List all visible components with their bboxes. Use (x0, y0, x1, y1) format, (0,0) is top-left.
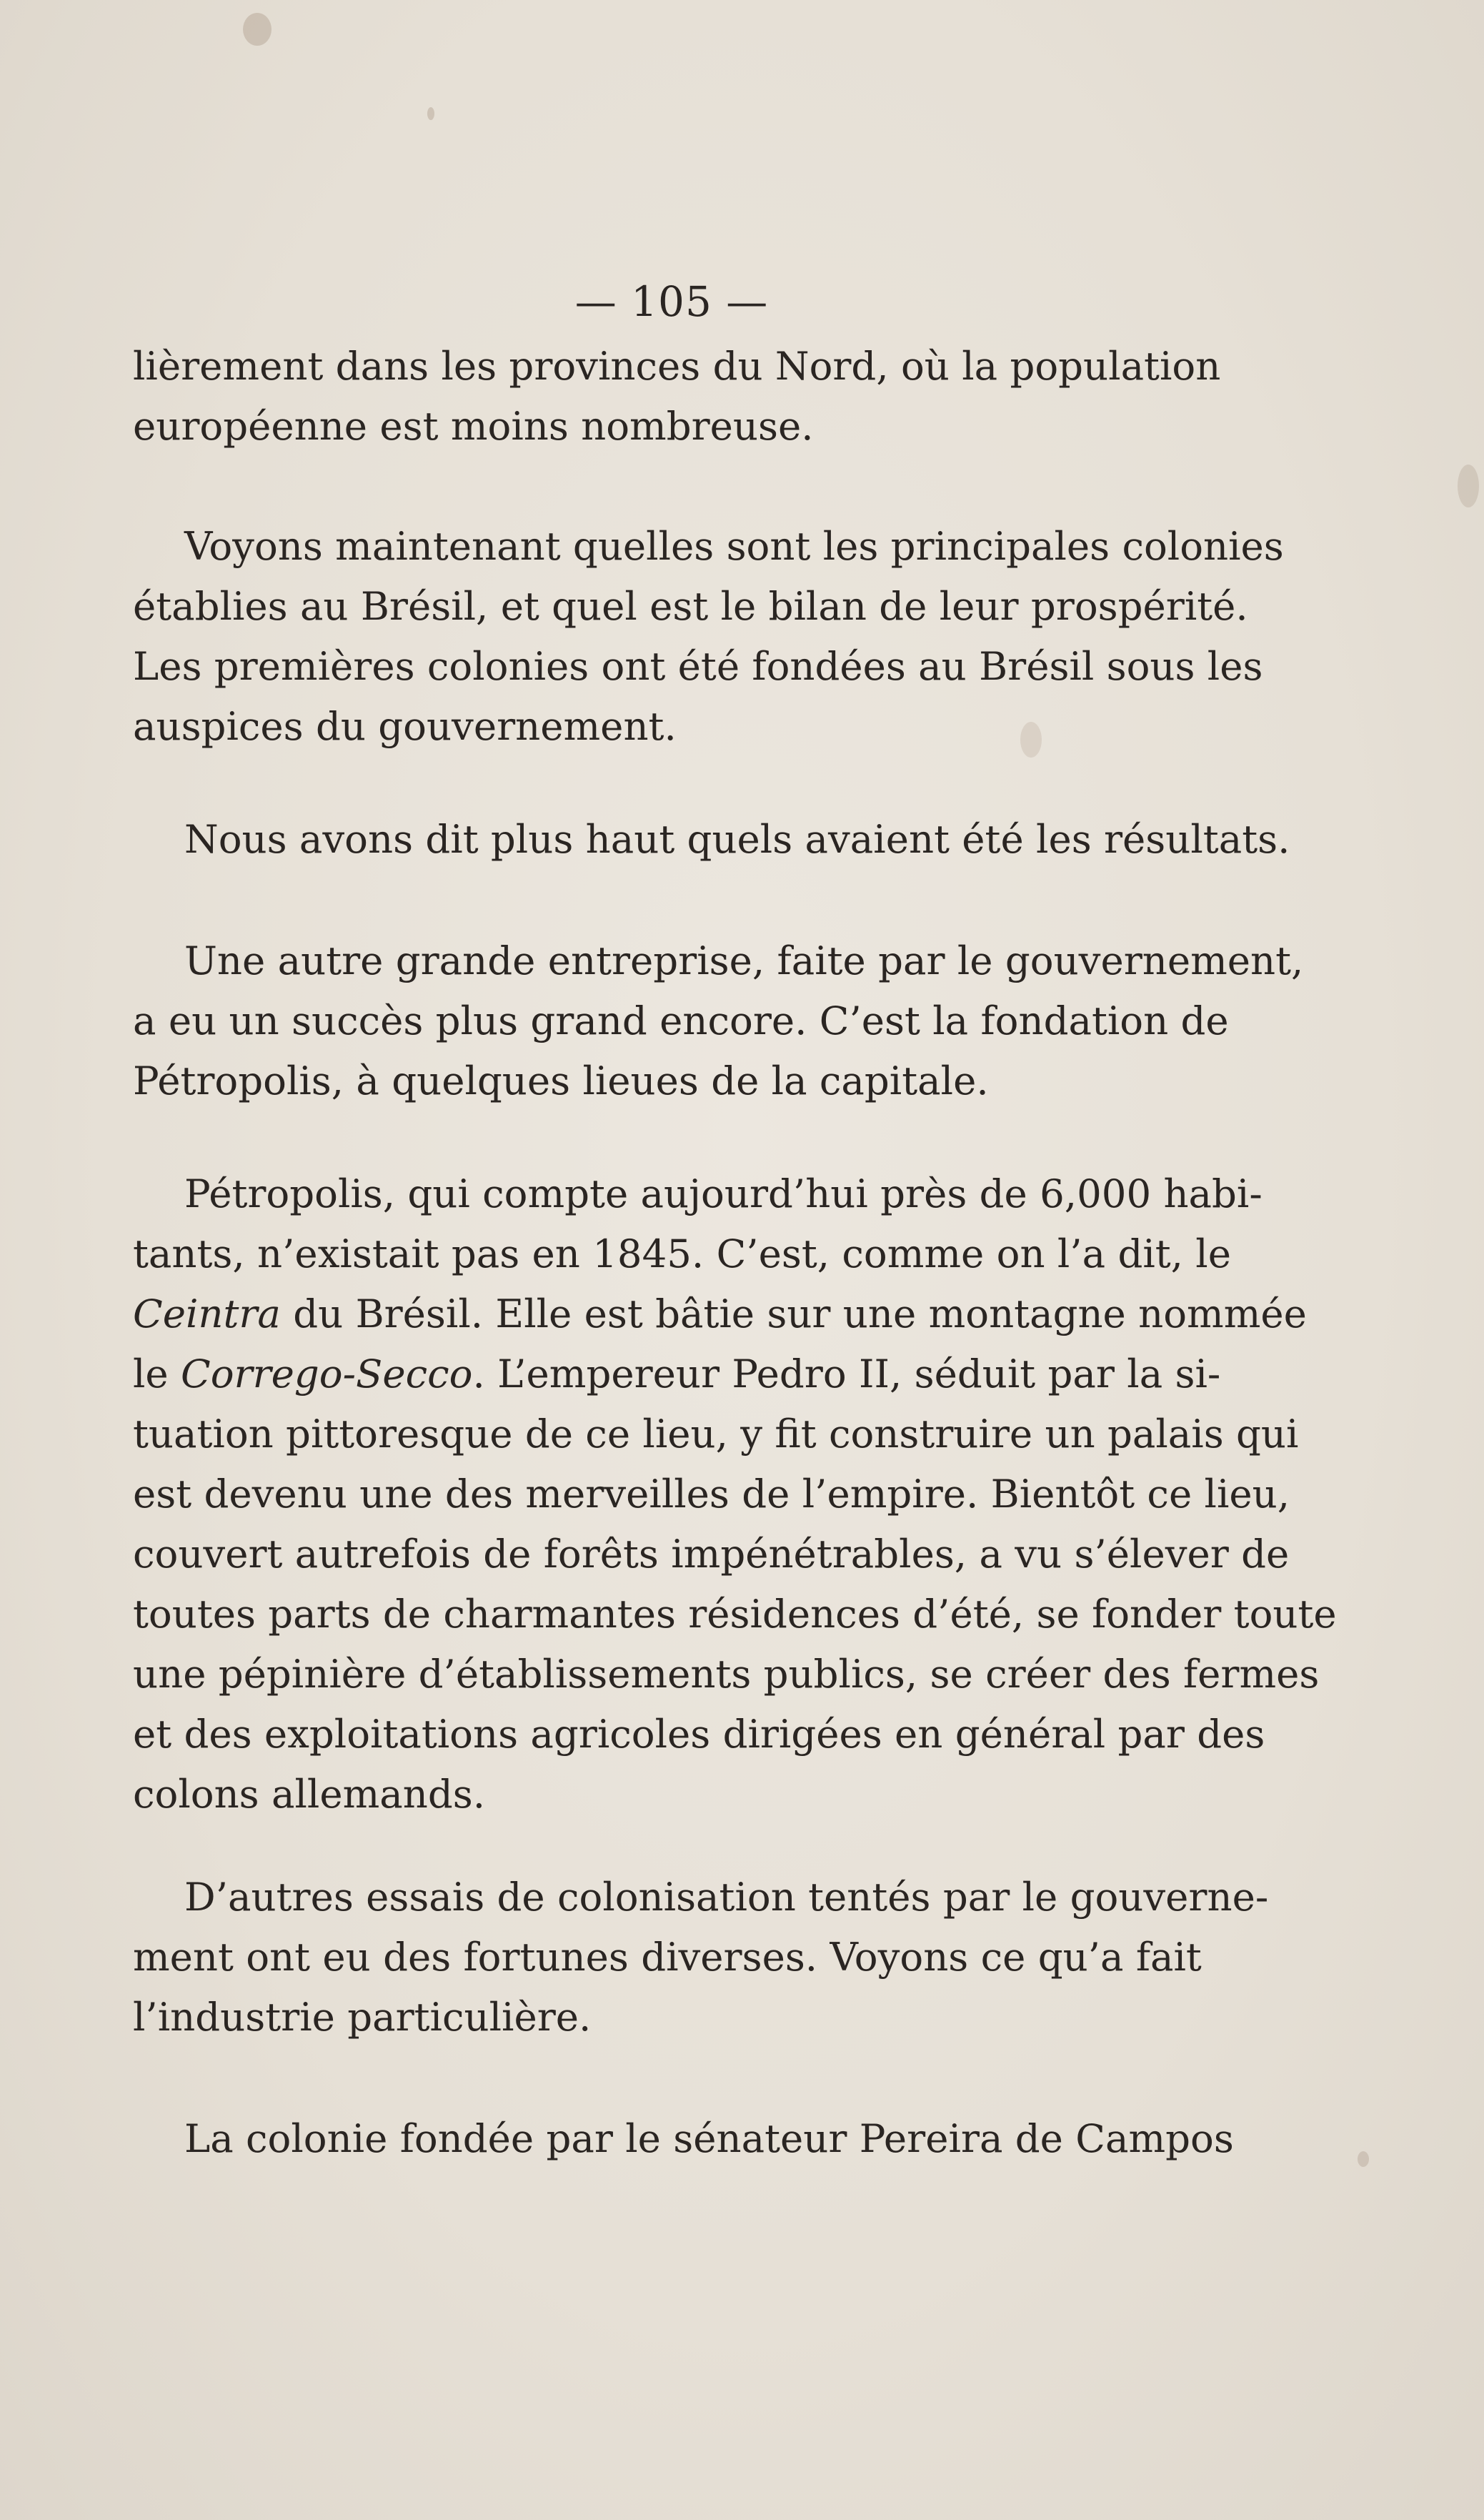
text-line: européenne est moins nombreuse. (133, 403, 814, 449)
page-number: — 105 — (574, 277, 769, 326)
text-line: le Corrego-Secco. L’empereur Pedro II, séduit par la si- (133, 1351, 1221, 1397)
text-line: une pépinière d’établissements publics, se créer des fermes (133, 1651, 1320, 1697)
text-line: Nous avons dit plus haut quels avaient été les résultats. (184, 816, 1290, 862)
text-line: ment ont eu des fortunes diverses. Voyons ce qu’a fait (133, 1934, 1202, 1980)
text-line: couvert autrefois de forêts impénétrables, a vu s’élever de (133, 1531, 1290, 1577)
text-line: tants, n’existait pas en 1845. C’est, comme on l’a dit, le (133, 1231, 1231, 1276)
text-line: La colonie fondée par le sénateur Pereira de Campos (184, 2115, 1234, 2161)
paragraph-7 (133, 2108, 1234, 2168)
paragraph-5 (133, 1164, 1337, 1824)
text-line: établies au Brésil, et quel est le bilan de leur prospérité. (133, 583, 1248, 629)
paragraph-4 (133, 931, 1304, 1111)
text-line: Les premières colonies ont été fondées au Brésil sous les (133, 643, 1263, 689)
foxing-spot (243, 13, 272, 46)
text-line: et des exploitations agricoles dirigées en général par des (133, 1711, 1265, 1757)
paragraph-3 (133, 809, 1290, 869)
foxing-spot (1458, 465, 1479, 507)
foxing-spot (427, 107, 434, 120)
text-line: l’industrie particulière. (133, 1994, 592, 2040)
foxing-spot (1358, 2151, 1369, 2167)
text-line: Ceintra du Brésil. Elle est bâtie sur une montagne nommée (133, 1291, 1307, 1336)
text-line: Pétropolis, à quelques lieues de la capitale. (133, 1058, 989, 1103)
paragraph-6 (133, 1867, 1269, 2047)
text-line: lièrement dans les provinces du Nord, où la population (133, 343, 1221, 389)
text-line: a eu un succès plus grand encore. C’est la fondation de (133, 998, 1229, 1043)
text-line: auspices du gouvernement. (133, 703, 677, 749)
text-line: est devenu une des merveilles de l’empire. Bientôt ce lieu, (133, 1471, 1290, 1517)
text-line: toutes parts de charmantes résidences d’été, se fonder toute (133, 1591, 1337, 1637)
text-line: Une autre grande entreprise, faite par le gouvernement, (184, 938, 1304, 983)
text-line: tuation pittoresque de ce lieu, y fit construire un palais qui (133, 1411, 1299, 1457)
paragraph-2 (133, 516, 1284, 756)
text-line: Voyons maintenant quelles sont les principales colonies (184, 523, 1284, 569)
paragraph-1 (133, 336, 1221, 456)
text-line: colons allemands. (133, 1771, 486, 1817)
text-line: Pétropolis, qui compte aujourd’hui près de 6,000 habi- (184, 1171, 1263, 1216)
text-line: D’autres essais de colonisation tentés par le gouverne- (184, 1874, 1269, 1920)
